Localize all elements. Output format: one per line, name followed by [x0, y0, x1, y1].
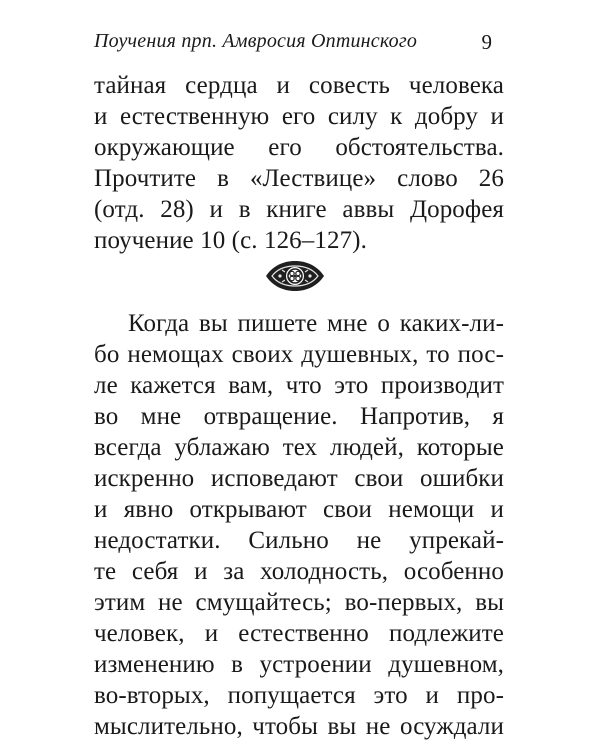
text-line: мыслительно, чтобы вы не осуждали: [94, 713, 504, 740]
text-line: бо немощах своих душевных, то пос-: [94, 341, 504, 368]
text-line: недостатки. Сильно не упрекай-: [94, 527, 504, 554]
text-line: тайная сердца и совесть человека: [94, 72, 504, 99]
text-line: и естественную его силу к добру и: [94, 103, 504, 130]
paragraph-continued: [94, 70, 504, 256]
decorative-fleuron-icon: [264, 258, 326, 294]
page-number: 9: [481, 30, 492, 54]
text-line: Прочтите в «Лествице» слово 26: [94, 165, 504, 192]
text-line: всегда ублажаю тех людей, которые: [94, 434, 504, 461]
text-line: поучение 10 (с. 126–127).: [94, 227, 367, 254]
text-line: человек, и естественно подлежите: [94, 620, 504, 647]
text-line: Когда вы пишете мне о каких-ли-: [128, 310, 504, 337]
text-line: ле кажется вам, что это производит: [94, 372, 504, 399]
running-title: Поучения прп. Амвросия Оптинского: [94, 30, 418, 52]
text-line: этим не смущайтесь; во-первых, вы: [94, 589, 504, 616]
text-line: и явно открывают свои немощи и: [94, 496, 504, 523]
text-line: (отд. 28) и в книге аввы Дорофея: [94, 196, 504, 223]
text-line: те себя и за холодность, особенно: [94, 558, 504, 585]
text-line: изменению в устроении душевном,: [94, 651, 504, 678]
text-line: искренно исповедают свои ошибки: [94, 465, 504, 492]
text-line: во мне отвращение. Напротив, я: [94, 403, 504, 430]
text-line: окружающие его обстоятельства.: [94, 134, 504, 161]
text-line: во-вторых, попущается это и про-: [94, 682, 504, 709]
paragraph-main: [94, 308, 504, 742]
